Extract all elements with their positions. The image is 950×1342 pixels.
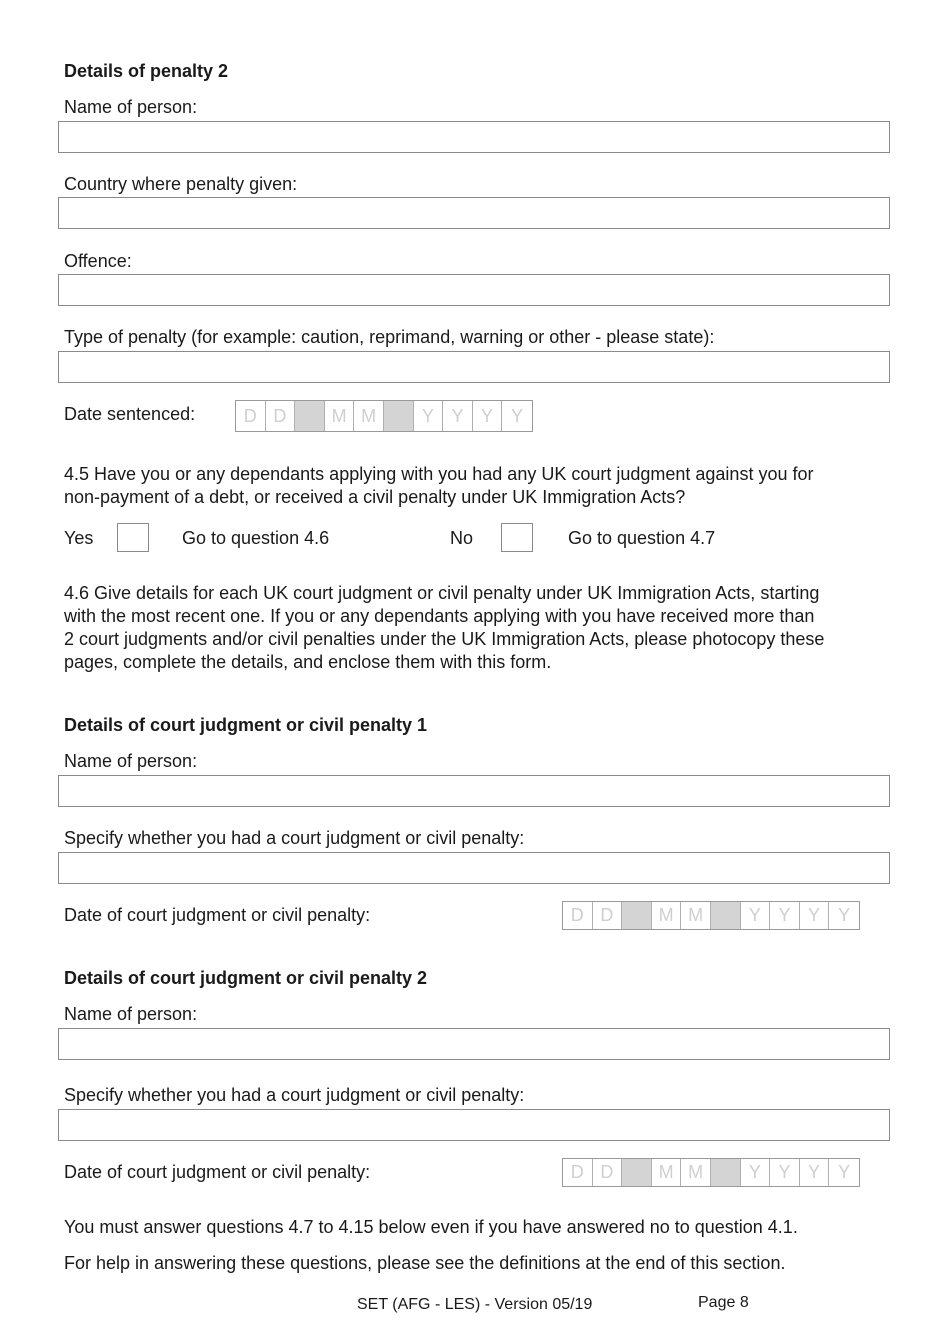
judgment1-name-label: Name of person: <box>64 751 198 771</box>
date-year-cell[interactable]: Y <box>800 1159 830 1186</box>
penalty2-country-label: Country where penalty given: <box>64 174 298 194</box>
judgment2-specify-input[interactable] <box>58 1109 890 1141</box>
judgment2-heading: Details of court judgment or civil penalty 2 <box>64 968 428 988</box>
q46-line4: pages, complete the details, and enclose them with this form. <box>64 652 552 672</box>
footer-page-number: Page 8 <box>698 1294 749 1311</box>
q45-no-checkbox[interactable] <box>501 523 533 552</box>
penalty2-country-input[interactable] <box>58 197 890 229</box>
q46-line3: 2 court judgments and/or civil penalties under the UK Immigration Acts, please photocopy these <box>64 629 825 649</box>
date-month-cell[interactable]: M <box>681 902 711 929</box>
date-separator <box>295 401 325 431</box>
judgment1-heading: Details of court judgment or civil penalty 1 <box>64 715 428 735</box>
date-separator <box>622 1159 652 1186</box>
date-separator <box>622 902 652 929</box>
judgment2-name-input[interactable] <box>58 1028 890 1060</box>
date-day-cell[interactable]: D <box>593 1159 623 1186</box>
date-day-cell[interactable]: D <box>236 401 266 431</box>
date-month-cell[interactable]: M <box>652 902 682 929</box>
judgment2-date-label: Date of court judgment or civil penalty: <box>64 1162 371 1182</box>
judgment2-date-input[interactable] <box>562 1158 860 1187</box>
judgment1-specify-input[interactable] <box>58 852 890 884</box>
date-year-cell[interactable]: Y <box>741 902 771 929</box>
date-year-cell[interactable]: Y <box>838 1162 851 1182</box>
judgment2-specify-label: Specify whether you had a court judgment or civil penalty: <box>64 1085 525 1105</box>
q45-no-goto: Go to question 4.7 <box>568 528 716 548</box>
date-separator <box>711 902 741 929</box>
judgment2-name-label: Name of person: <box>64 1004 198 1024</box>
penalty2-heading: Details of penalty 2 <box>64 61 229 81</box>
penalty2-offence-input[interactable] <box>58 274 890 306</box>
q45-no-label: No <box>450 528 474 548</box>
date-year-cell[interactable]: Y <box>473 401 503 431</box>
q45-yes-label: Yes <box>64 528 94 548</box>
date-year-cell[interactable]: Y <box>414 401 444 431</box>
date-year-cell[interactable]: Y <box>741 1159 771 1186</box>
judgment1-date-label: Date of court judgment or civil penalty: <box>64 905 371 925</box>
q46-line1: 4.6 Give details for each UK court judgment or civil penalty under UK Immigration Acts, starting <box>64 583 820 603</box>
judgment1-date-input[interactable] <box>562 901 860 930</box>
date-day-cell[interactable]: D <box>563 1159 593 1186</box>
penalty2-date-input[interactable] <box>235 400 533 432</box>
date-day-cell[interactable]: D <box>593 902 623 929</box>
must-answer-note: You must answer questions 4.7 to 4.15 below even if you have answered no to question 4.1. <box>64 1217 798 1237</box>
date-month-cell[interactable]: M <box>354 401 384 431</box>
q46-line2: with the most recent one. If you or any dependants applying with you have received more than <box>64 606 815 626</box>
date-day-cell[interactable]: D <box>563 902 593 929</box>
q45-yes-goto: Go to question 4.6 <box>182 528 330 548</box>
date-year-cell[interactable]: Y <box>443 401 473 431</box>
date-month-cell[interactable]: M <box>681 1159 711 1186</box>
penalty2-date-label: Date sentenced: <box>64 404 196 424</box>
date-year-cell[interactable]: Y <box>770 1159 800 1186</box>
penalty2-name-input[interactable] <box>58 121 890 153</box>
date-year-cell[interactable]: Y <box>770 902 800 929</box>
q45-line2: non-payment of a debt, or received a civil penalty under UK Immigration Acts? <box>64 487 686 507</box>
date-separator <box>384 401 414 431</box>
date-year-cell[interactable]: Y <box>511 405 524 426</box>
q45-text <box>64 463 894 509</box>
date-month-cell[interactable]: M <box>652 1159 682 1186</box>
q45-yes-checkbox[interactable] <box>117 523 149 552</box>
date-year-cell[interactable]: Y <box>800 902 830 929</box>
judgment1-specify-label: Specify whether you had a court judgment or civil penalty: <box>64 828 525 848</box>
date-separator <box>711 1159 741 1186</box>
date-month-cell[interactable]: M <box>325 401 355 431</box>
q46-text <box>64 582 894 674</box>
penalty2-name-label: Name of person: <box>64 97 198 117</box>
penalty2-offence-label: Offence: <box>64 251 132 271</box>
date-day-cell[interactable]: D <box>266 401 296 431</box>
footer-form-code: SET (AFG - LES) - Version 05/19 <box>357 1296 593 1313</box>
q45-line1: 4.5 Have you or any dependants applying with you had any UK court judgment against you for <box>64 464 814 484</box>
judgment1-name-input[interactable] <box>58 775 890 807</box>
penalty2-type-input[interactable] <box>58 351 890 383</box>
help-note: For help in answering these questions, please see the definitions at the end of this section. <box>64 1253 786 1273</box>
penalty2-type-label: Type of penalty (for example: caution, reprimand, warning or other - please state): <box>64 327 715 347</box>
date-year-cell[interactable]: Y <box>838 905 851 925</box>
